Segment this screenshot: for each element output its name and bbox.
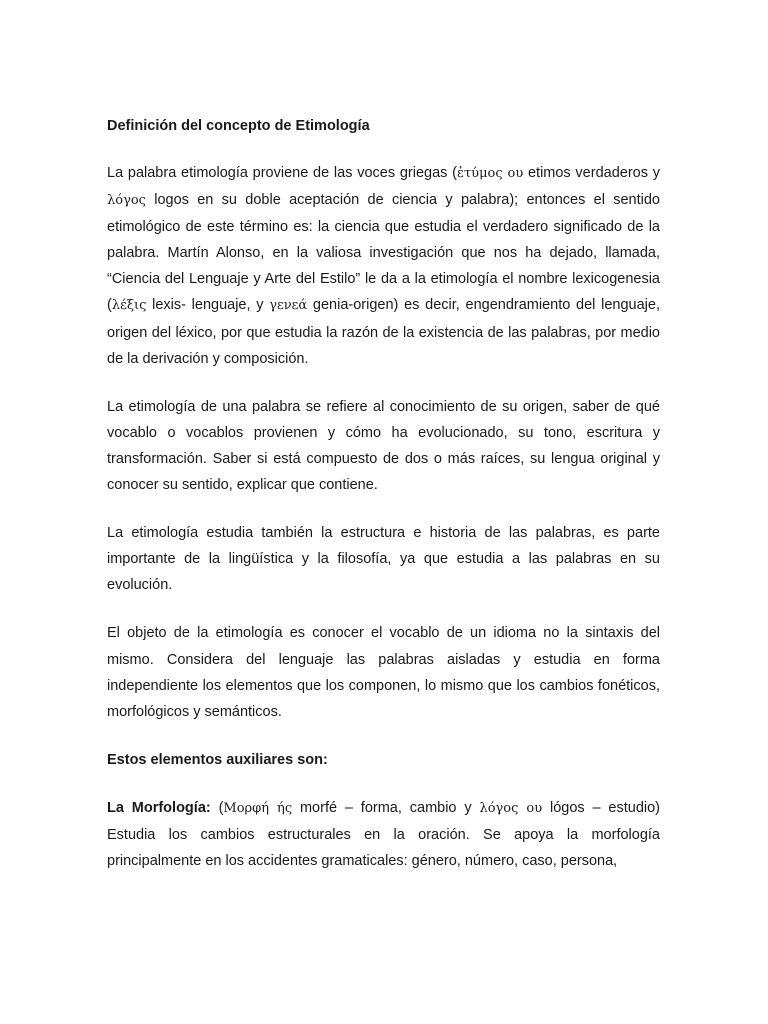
document-title: Definición del concepto de Etimología xyxy=(107,118,370,134)
p5-text-a: ( xyxy=(210,799,224,816)
paragraph-morphology xyxy=(107,795,660,874)
p1-text-d: lexis- lenguaje, y xyxy=(146,297,270,314)
p1-text-e: genia-origen) es decir, engendramiento del lenguaje, origen del léxico, por que estudia la razón de la existencia de las palabras, por medio de la derivación y composición. xyxy=(107,297,661,367)
p1-text-a: La palabra etimología proviene de las voces griegas ( xyxy=(107,165,457,181)
greek-lexis: λέξις xyxy=(111,298,147,314)
greek-etymos: ἐτύμος ου xyxy=(457,166,524,181)
morphology-label: La Morfología: xyxy=(107,799,211,816)
paragraph-structure-history: La etimología estudia también la estructura e historia de las palabras, es parte importante de la lingüística y la filosofía, ya que estudia a las palabras en su evolución. xyxy=(107,525,660,594)
p1-text-c: logos en su doble aceptación de ciencia y palabra); entonces el sentido etimológico de este término es: la ciencia que estudia el verdadero significado de la palabra. Martín Alonso, en la valiosa investigación que nos ha dejado, llamada, “Ciencia del Lenguaje y Arte del Estilo” le da a la etimología el nombre lexicogenesia ( xyxy=(107,192,660,314)
document-page xyxy=(107,113,660,896)
greek-logos: λόγος xyxy=(107,193,146,209)
p5-text-b: morfé – forma, cambio y xyxy=(292,799,480,816)
greek-genea: γενεά xyxy=(269,298,308,314)
p5-text-c: lógos – estudio) Estudia los cambios estructurales en la oración. Se apoya la morfología principalmente en los accidentes gramaticales: género, número, caso, persona, xyxy=(107,799,660,869)
greek-logos-ou: λόγος ου xyxy=(479,800,543,816)
paragraph-object-of-etymology: El objeto de la etimología es conocer el vocablo de un idioma no la sintaxis del mismo. Considera del lenguaje las palabras aisladas y estudia en forma independiente los elementos que los componen, lo mismo que los cambios fonéticos, morfológicos y semánticos. xyxy=(107,625,660,720)
greek-morphe: Μορφή ής xyxy=(223,800,293,816)
subheading-auxiliary-elements: Estos elementos auxiliares son: xyxy=(107,751,328,768)
paragraph-word-etymology: La etimología de una palabra se refiere al conocimiento de su origen, saber de qué vocablo o vocablos provienen y cómo ha evolucionado, su tono, escritura y transformación. Saber si está compuesto de dos o más raíces, su lengua original y conocer su sentido, explicar que contiene. xyxy=(107,398,660,494)
paragraph-etymology-origin xyxy=(107,160,660,372)
p1-text-b: etimos verdaderos y xyxy=(523,165,660,181)
